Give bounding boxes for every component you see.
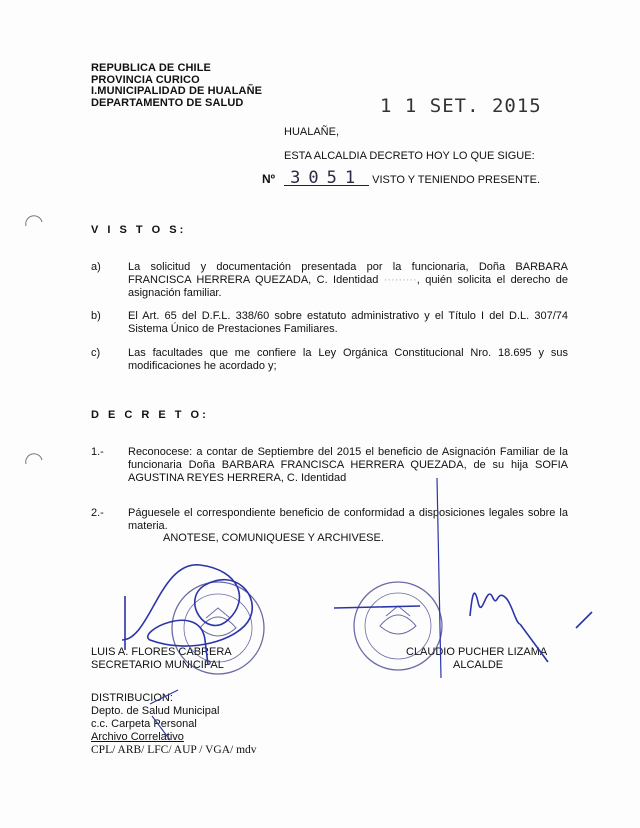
vistos-title: V I S T O S: xyxy=(91,224,187,236)
redacted-id: ········· xyxy=(383,274,417,286)
signature-left-title: SECRETARIO MUNICIPAL xyxy=(91,659,224,671)
decreto-title: D E C R E T O: xyxy=(91,409,209,421)
vistos-a-label: a) xyxy=(91,261,101,273)
vistos-b-label: b) xyxy=(91,310,101,322)
decreto-1-label: 1.- xyxy=(91,446,104,458)
date-stamp: 1 1 SET. 2015 xyxy=(380,95,542,117)
distribution-title: DISTRIBUCION: xyxy=(91,692,173,704)
distribution-check-ink xyxy=(150,690,178,740)
seal-right xyxy=(354,582,442,670)
decreto-1-text: Reconocese: a contar de Septiembre del 2015 el beneficio de Asignación Familiar de la funcionaria Doña BARBARA FRANCISCA HERRERA QUEZADA, de su hija SOFIA AGUSTINA REYES HERRERA, C. Identidad xyxy=(128,446,568,484)
punch-hole-mark-bottom xyxy=(26,454,42,464)
distribution-line-1: Depto. de Salud Municipal xyxy=(91,705,220,717)
vistos-c-label: c) xyxy=(91,347,101,359)
header-province: PROVINCIA CURICO xyxy=(91,73,200,86)
vistos-a-text-before: La solicitud y documentación presentada por la funcionaria, Doña BARBARA FRANCISCA HERRERA QUEZADA, C. Identidad xyxy=(128,261,568,286)
signature-left-ink xyxy=(122,565,252,665)
vistos-b-text: El Art. 65 del D.F.L. 338/60 sobre estatuto administrativo y el Título I del D.L. 307/74 Sistema Único de Prestaciones Familiares. xyxy=(128,310,568,335)
decree-number-prefix: Nº xyxy=(262,172,276,186)
intro-line: ESTA ALCALDIA DECRETO HOY LO QUE SIGUE: xyxy=(284,150,535,162)
header-republic: REPUBLICA DE CHILE xyxy=(91,62,211,74)
signature-right-name: CLAUDIO PUCHER LIZAMA xyxy=(406,646,548,658)
vistos-a-text-after: , quién solicita el derecho de asignación familiar. xyxy=(128,274,568,299)
punch-hole-mark-top xyxy=(26,216,42,226)
vistos-c-text: Las facultades que me confiere la Ley Orgánica Constitucional Nro. 18.695 y sus modificaciones he acordado y; xyxy=(128,347,568,372)
decree-number: 3051 xyxy=(284,172,369,186)
distribution-initials: CPL/ ARB/ LFC/ AUP / VGA/ mdv xyxy=(91,744,257,756)
distribution-line-2: c.c. Carpeta Personal xyxy=(91,718,197,730)
header-department: DEPARTAMENTO DE SALUD xyxy=(91,96,244,109)
vertical-ink-stroke xyxy=(437,478,441,678)
signature-right-title: ALCALDE xyxy=(453,659,504,671)
decree-visto: VISTO Y TENIENDO PRESENTE. xyxy=(372,174,541,186)
signature-left-name: LUIS A. FLORES CABRERA xyxy=(91,646,232,658)
place: HUALAÑE, xyxy=(284,126,340,138)
closing-line: ANOTESE, COMUNIQUESE Y ARCHIVESE. xyxy=(163,532,384,544)
distribution-line-3: Archivo Correlativo xyxy=(91,731,184,743)
signature-right-ink xyxy=(334,593,592,662)
decreto-2-text: Páguesele el correspondiente beneficio de conformidad a disposiciones legales sobre la materia. xyxy=(128,507,568,532)
decreto-2-label: 2.- xyxy=(91,507,104,519)
header-municipality: I.MUNICIPALIDAD DE HUALAÑE xyxy=(91,85,263,97)
